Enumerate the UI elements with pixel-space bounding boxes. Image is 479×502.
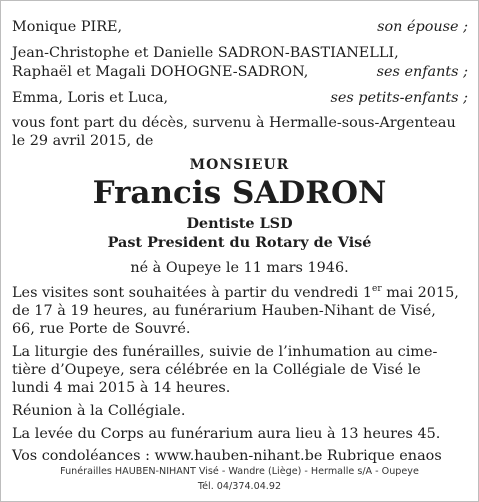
family-line-children-1 — [12, 44, 468, 62]
family-role: son épouse ; — [377, 19, 468, 35]
visits-line-3: 66, rue Porte de Souvré. — [12, 321, 191, 337]
visits-line-1 — [12, 284, 459, 302]
liturgy-line-3: lundi 4 mai 2015 à 14 heures. — [12, 380, 231, 396]
family-line-spouse — [12, 18, 468, 36]
funeral-home-phone: Tél. 04/374.04.92 — [197, 481, 282, 492]
profession: Dentiste LSD — [186, 215, 293, 232]
announcement-line-2: le 29 avril 2015, de — [12, 133, 154, 149]
visits-text: Les visites sont souhaitées à partir du vendredi 1 — [12, 285, 373, 301]
family-line-children-2 — [12, 63, 468, 81]
meeting-line: Réunion à la Collégiale. — [12, 403, 186, 419]
family-names: Jean-Christophe et Danielle SADRON-BASTIANELLI, — [12, 45, 399, 61]
family-names: Monique PIRE, — [12, 19, 123, 35]
condolences-line: Vos condoléances : www.hauben-nihant.be Rubrique enaos — [12, 448, 442, 464]
visits-text-end: mai 2015, — [381, 285, 459, 301]
family-names: Raphaël et Magali DOHOGNE-SADRON, — [12, 64, 309, 80]
announcement-line-1: vous font part du décès, survenu à Hermalle-sous-Argenteau — [12, 115, 456, 131]
liturgy-line-2: tière d’Oupeye, sera célébrée en la Collégiale de Visé le — [12, 362, 421, 378]
funeral-home-line: Funérailles HAUBEN-NIHANT Visé - Wandre (Liège) - Hermalle s/A - Oupeye — [60, 466, 419, 477]
position: Past President du Rotary de Visé — [107, 234, 372, 251]
liturgy-line-1: La liturgie des funérailles, suivie de l’inhumation au cime- — [12, 344, 438, 360]
visits-line-2: de 17 à 19 heures, au funérarium Hauben-Nihant de Visé, — [12, 303, 436, 319]
family-role: ses petits-enfants ; — [330, 90, 468, 106]
deceased-name: Francis SADRON — [92, 175, 387, 211]
honorific: MONSIEUR — [189, 157, 290, 173]
family-role: ses enfants ; — [376, 64, 468, 80]
birth-line: né à Oupeye le 11 mars 1946. — [130, 260, 349, 276]
departure-line: La levée du Corps au funérarium aura lieu à 13 heures 45. — [12, 426, 441, 442]
ordinal-suffix: er — [372, 284, 382, 294]
family-line-grandchildren — [12, 89, 468, 107]
family-names: Emma, Loris et Luca, — [12, 90, 169, 106]
